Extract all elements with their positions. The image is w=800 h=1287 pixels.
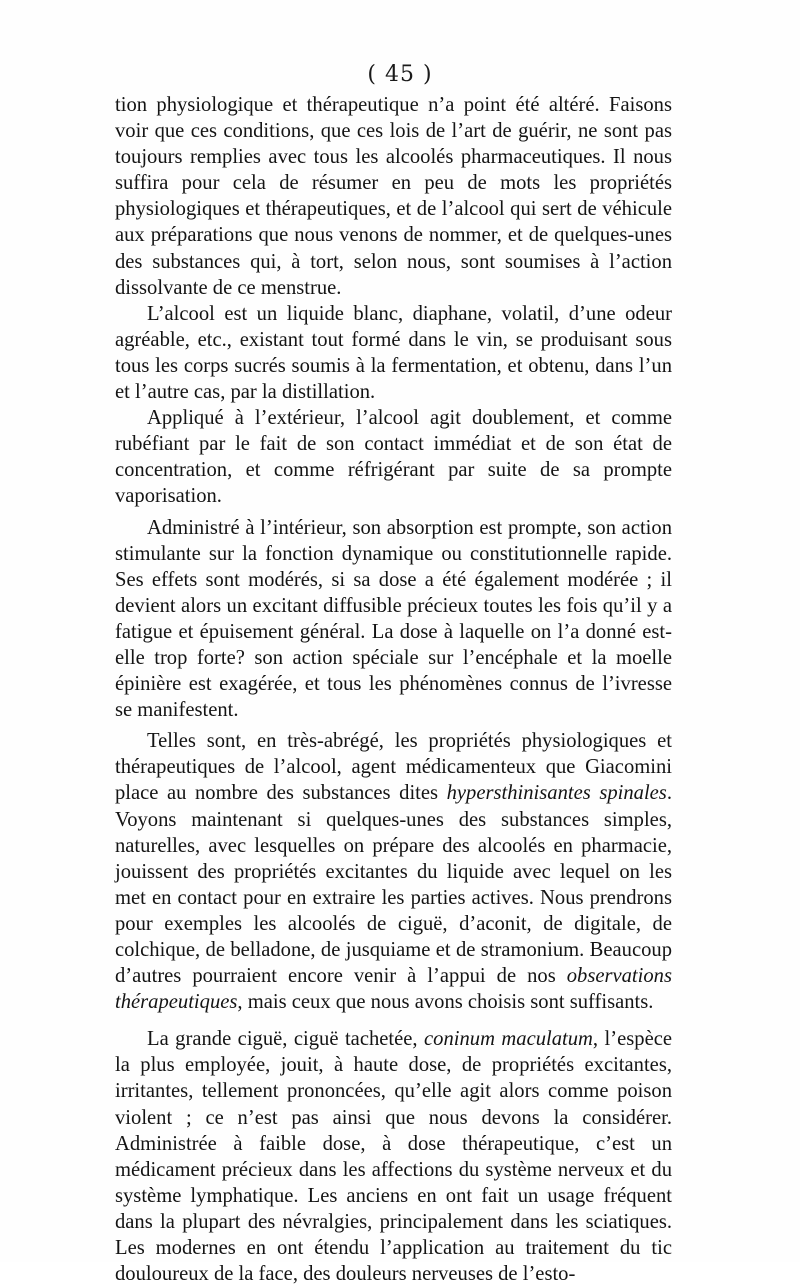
body-text xyxy=(115,92,672,1287)
text-run: Administré à l’intérieur, son absorption est prompte, son action stimulante sur la fonction dynamique ou constitutionnelle rapide. Ses effets sont modérés, si sa dose a été également modérée ; il devient alors un excitant diffusible précieux toutes les fois qu’il y a fatigue et épuisement général. La dose à laquelle on l’a donné est-elle trop forte? son action spéciale sur l’encéphale et la moelle épinière est exagérée, et tous les phénomènes connus de l’ivresse se manifestent. xyxy=(115,516,672,722)
text-run: , mais ceux que nous avons choisis sont suffisants. xyxy=(237,991,654,1014)
paragraph xyxy=(115,405,672,509)
paragraph xyxy=(115,92,672,301)
italic-text: observations thérapeutiques xyxy=(115,965,672,1014)
italic-text: coninum maculatum xyxy=(424,1028,593,1051)
text-run: , l’espèce la plus employée, jouit, à haute dose, de propriétés excitantes, irritantes, tellement prononcées, qu’elle agit alors comme poison violent ; ce n’est pas ainsi que nous devons la considérer. Administrée à faible dose, à dose thérapeutique, c’est un médicament précieux dans les affections du système nerveux et du système lymphatique. Les anciens en ont fait un usage fréquent dans la plupart des névralgies, principalement dans les sciatiques. Les modernes en ont étendu l’application au traitement du tic douloureux de la face, des douleurs nerveuses de l’esto- xyxy=(115,1028,672,1286)
text-run: . Voyons maintenant si quelques-unes des substances simples, naturelles, avec lesquelles on prépare des alcoolés en pharmacie, jouissent des propriétés excitantes du liquide avec lequel on les met en contact pour en extraire les parties actives. Nous prendrons pour exemples les alcoolés de ciguë, d’aconit, de digitale, de colchique, de belladone, de jusquiame et de stramonium. Beaucoup d’autres pourraient encore venir à l’appui de nos xyxy=(115,782,672,988)
text-run: tion physiologique et thérapeutique n’a point été altéré. Faisons voir que ces conditions, que ces lois de l’art de guérir, ne sont pas toujours remplies avec tous les alcoolés pharmaceutiques. Il nous suffira pour cela de résumer en peu de mots les propriétés physiologiques et thérapeutiques, et de l’alcool qui sert de véhicule aux préparations que nous venons de nommer, et de quelques-unes des substances qui, à tort, selon nous, sont soumises à l’action dissolvante de ce menstrue. xyxy=(115,94,672,299)
text-run: Telles sont, en très-abrégé, les propriétés physiologiques et thérapeutiques de l’alcool, agent médicamenteux que Giacomini place au nombre des substances dites xyxy=(115,730,672,805)
paragraph xyxy=(115,1026,672,1287)
text-run: La grande ciguë, ciguë tachetée, xyxy=(147,1028,425,1051)
text-run: L’alcool est un liquide blanc, diaphane, volatil, d’une odeur agréable, etc., existant tout formé dans le vin, se produisant sous tous les corps sucrés soumis à la fermentation, et obtenu, dans l’un et l’autre cas, par la distillation. xyxy=(115,302,672,404)
paragraph xyxy=(115,728,672,1015)
paragraph xyxy=(115,301,672,405)
text-run: Appliqué à l’extérieur, l’alcool agit doublement, et comme rubéfiant par le fait de son contact immédiat et de son état de concentration, et comme réfrigérant par suite de sa prompte vaporisation. xyxy=(115,407,672,508)
page-number: ( 45 ) xyxy=(367,62,433,87)
paragraph xyxy=(115,515,672,724)
italic-text: hypersthinisantes spinales xyxy=(446,782,667,805)
